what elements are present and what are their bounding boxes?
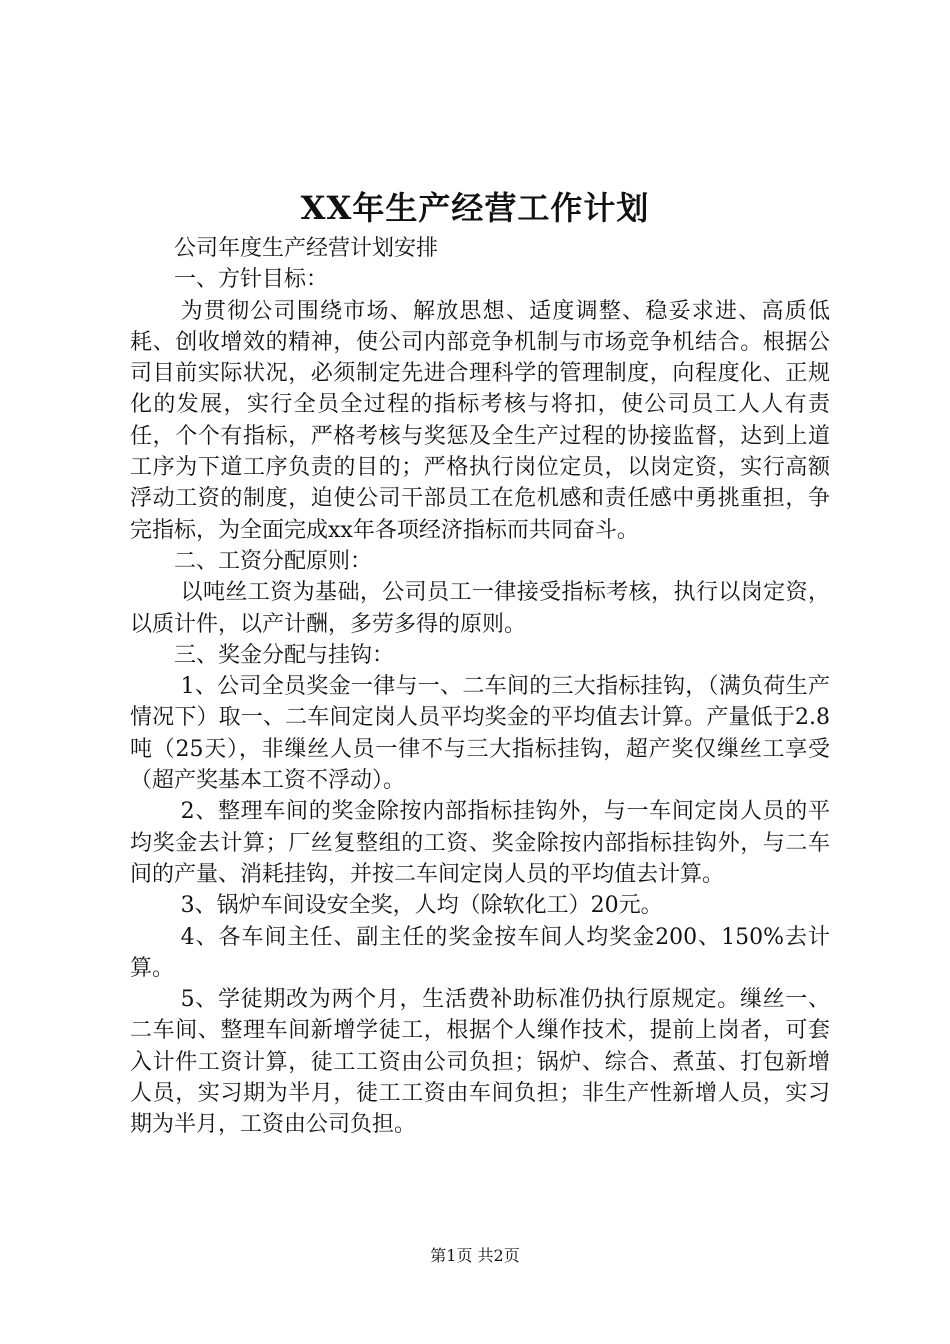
page-footer: 第1页 共2页 — [430, 1246, 520, 1265]
section-heading-3: 三、奖金分配与挂钩： — [174, 642, 395, 668]
section-heading-1: 一、方针目标： — [174, 267, 329, 293]
paragraph-subtitle: 公司年度生产经营计划安排 — [174, 236, 439, 261]
paragraph-bonus-item-5: 5、学徒期改为两个月，生活费补助标准仍执行原规定。缫丝一、二车间、整理车间新增学徒工，根据个人缫作技术，提前上岗者，可套入计件工资计算，徒工工资由公司负担；锅炉、综合、煮茧、打包新增人员，实习期为半月，徒工工资由车间负担；非生产性新增人员，实习期为半月，工资由公司负担。 — [130, 987, 830, 1138]
document-title: XX年生产经营工作计划 — [300, 189, 650, 227]
paragraph-wage-principle: 以吨丝工资为基础，公司员工一律接受指标考核，执行以岗定资，以质计件，以产计酬，多劳多得的原则。 — [130, 580, 830, 637]
paragraph-bonus-item-4: 4、各车间主任、副主任的奖金按车间人均奖金200、150%去计算。 — [130, 924, 830, 981]
paragraph-bonus-item-1: 1、公司全员奖金一律与一、二车间的三大指标挂钩，（满负荷生产情况下）取一、二车间定岗人员平均奖金的平均值去计算。产量低于2.8吨（25天），非缫丝人员一律不与三大指标挂钩，超产奖仅缫丝工享受（超产奖基本工资不浮动）。 — [130, 674, 830, 794]
paragraph-bonus-item-2: 2、整理车间的奖金除按内部指标挂钩外，与一车间定岗人员的平均奖金去计算；厂丝复整组的工资、奖金除按内部指标挂钩外，与二车间的产量、消耗挂钩，并按二车间定岗人员的平均值去计算。 — [130, 799, 830, 887]
paragraph-bonus-item-3: 3、锅炉车间设安全奖，人均（除软化工）20元。 — [180, 893, 663, 919]
section-heading-2: 二、工资分配原则： — [174, 548, 373, 574]
document-body — [130, 233, 830, 1141]
paragraph-policy-goals: 为贯彻公司围绕市场、解放思想、适度调整、稳妥求进、高质低耗、创收增效的精神，使公司内部竞争机制与市场竞争机结合。根据公司目前实际状况，必须制定先进合理科学的管理制度，向程度化、正规化的发展，实行全员全过程的指标考核与将扣，使公司员工人人有责任，个个有指标，严格考核与奖惩及全生产过程的协接监督，达到上道工序为下道工序负责的目的；严格执行岗位定员，以岗定资，实行高额浮动工资的制度，迫使公司干部员工在危机感和责任感中勇挑重担，争完指标，为全面完成xx年各项经济指标而共同奋斗。 — [130, 298, 830, 543]
